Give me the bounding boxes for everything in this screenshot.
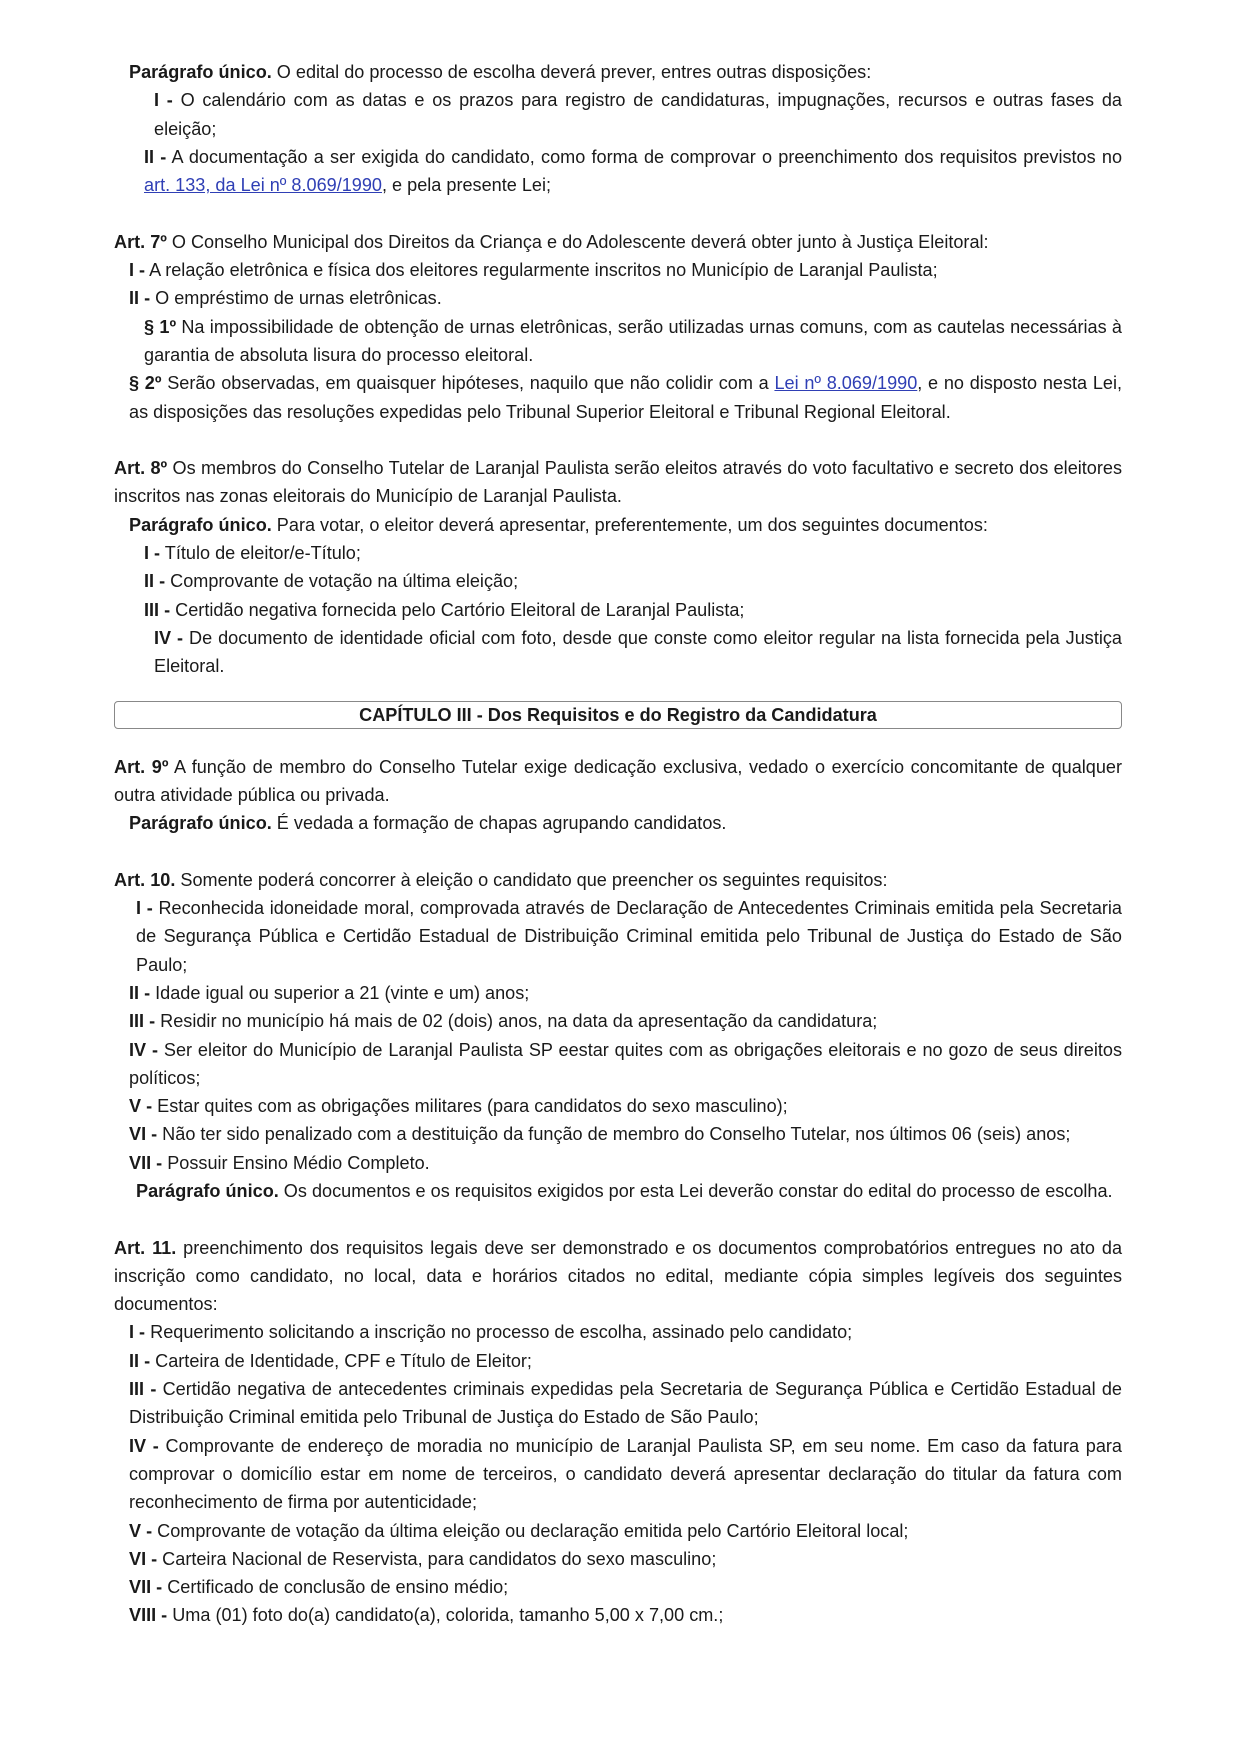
- paragraph-spacer: [114, 837, 1122, 865]
- clause-label: V -: [129, 1096, 153, 1117]
- clause-text: Na impossibilidade de obtenção de urnas eletrônicas, serão utilizadas urnas comuns, com as cautelas necessárias à garantia de absoluta lisura do processo eleitoral.: [144, 316, 1122, 365]
- clause-text: Estar quites com as obrigações militares (para candidatos do sexo masculino);: [152, 1096, 788, 1117]
- paragraph: [114, 86, 1122, 143]
- paragraph: [114, 596, 1122, 624]
- clause-text: Certidão negativa de antecedentes criminais expedidas pela Secretaria de Segurança Pública e Certidão Estadual de Distribuição Criminal emitida pelo Tribunal de Justiça do Estado de São Paulo;: [129, 1379, 1122, 1428]
- chapter-heading: CAPÍTULO III - Dos Requisitos e do Registro da Candidatura: [114, 701, 1122, 729]
- clause-text: Uma (01) foto do(a) candidato(a), colorida, tamanho 5,00 x 7,00 cm.;: [167, 1605, 724, 1626]
- clause-label: Parágrafo único.: [129, 813, 272, 834]
- paragraph: [114, 1234, 1122, 1319]
- clause-label: III -: [129, 1379, 157, 1400]
- clause-text: Não ter sido penalizado com a destituição da função de membro do Conselho Tutelar, nos últimos 06 (seis) anos;: [157, 1124, 1071, 1145]
- clause-label: IV -: [154, 627, 184, 648]
- paragraph: [114, 511, 1122, 539]
- clause-text: Possuir Ensino Médio Completo.: [162, 1152, 430, 1173]
- clause-label: II -: [129, 288, 151, 309]
- clause-text: Idade igual ou superior a 21 (vinte e um) anos;: [150, 982, 530, 1003]
- paragraph: [114, 1177, 1122, 1205]
- clause-label: Art. 10.: [114, 869, 176, 890]
- paragraph: [114, 753, 1122, 810]
- clause-label: III -: [144, 599, 171, 620]
- clause-text: preenchimento dos requisitos legais deve ser demonstrado e os documentos comprobatórios entregues no ato da inscrição como candidato, no local, data e horários citados no edital, mediante cópia simples legíveis dos seguintes documentos:: [114, 1237, 1123, 1315]
- paragraph: [114, 143, 1122, 200]
- paragraph: [114, 567, 1122, 595]
- paragraph: [114, 1517, 1122, 1545]
- clause-label: Parágrafo único.: [136, 1180, 279, 1201]
- clause-label: V -: [129, 1520, 153, 1541]
- clause-label: § 2º: [129, 373, 162, 394]
- clause-label: I -: [144, 543, 161, 564]
- paragraph: [114, 1120, 1122, 1148]
- clause-label: Art. 9º: [114, 756, 169, 777]
- clause-text: Título de eleitor/e-Título;: [160, 543, 361, 564]
- clause-text: Serão observadas, em quaisquer hipóteses, naquilo que não colidir com a: [161, 373, 775, 394]
- paragraph: [114, 1432, 1122, 1517]
- law-reference-link[interactable]: Lei nº 8.069/1990: [774, 373, 918, 394]
- paragraph: [114, 1149, 1122, 1177]
- paragraph-spacer: [114, 1205, 1122, 1233]
- clause-label: VI -: [129, 1548, 158, 1569]
- clause-label: IV -: [129, 1435, 159, 1456]
- paragraph: [114, 1601, 1122, 1629]
- law-reference-link[interactable]: art. 133, da Lei nº 8.069/1990: [144, 175, 382, 196]
- clause-text: Ser eleitor do Município de Laranjal Paulista SP eestar quites com as obrigações eleitorais e no gozo de seus direitos políticos;: [129, 1039, 1122, 1088]
- clause-label: II -: [144, 571, 166, 592]
- clause-text: Somente poderá concorrer à eleição o candidato que preencher os seguintes requisitos:: [175, 869, 888, 890]
- clause-label: III -: [129, 1011, 156, 1032]
- clause-label: I -: [154, 90, 173, 111]
- paragraph: [114, 1347, 1122, 1375]
- paragraph: [114, 539, 1122, 567]
- paragraph: [114, 1036, 1122, 1093]
- paragraph: [114, 1318, 1122, 1346]
- paragraph: [114, 1375, 1122, 1432]
- paragraph: [114, 228, 1122, 256]
- clause-label: I -: [136, 898, 153, 919]
- clause-label: IV -: [129, 1039, 158, 1060]
- clause-label: Art. 7º: [114, 231, 167, 252]
- paragraph: [114, 1545, 1122, 1573]
- clause-label: I -: [129, 260, 146, 281]
- clause-label: Parágrafo único.: [129, 62, 272, 82]
- paragraph: [114, 313, 1122, 370]
- clause-text: Carteira Nacional de Reservista, para candidatos do sexo masculino;: [157, 1548, 717, 1569]
- paragraph: [114, 894, 1122, 979]
- clause-label: VII -: [129, 1152, 163, 1173]
- paragraph-spacer: [114, 426, 1122, 454]
- clause-text: Carteira de Identidade, CPF e Título de Eleitor;: [150, 1350, 532, 1371]
- clause-label: II -: [129, 1350, 151, 1371]
- clause-text: O empréstimo de urnas eletrônicas.: [150, 288, 442, 309]
- clause-text: Comprovante de votação da última eleição ou declaração emitida pelo Cartório Eleitoral local;: [152, 1520, 909, 1541]
- clause-text: Comprovante de endereço de moradia no município de Laranjal Paulista SP, em seu nome. Em caso da fatura para comprovar o domicílio estar em nome de terceiros, o candidato deverá apresentar declaração do titular da fatura com reconhecimento de firma por autenticidade;: [129, 1435, 1122, 1513]
- clause-text: Residir no município há mais de 02 (dois) anos, na data da apresentação da candidatura;: [155, 1011, 878, 1032]
- paragraph: [114, 979, 1122, 1007]
- paragraph-spacer: [114, 199, 1122, 227]
- clause-text-continued: , e no disposto nesta Lei, as disposições das resoluções expedidas pelo Tribunal Superior Eleitoral e Tribunal Regional Eleitoral.: [129, 373, 1122, 422]
- clause-label: VII -: [129, 1577, 163, 1598]
- paragraph: [114, 284, 1122, 312]
- clause-text: A relação eletrônica e física dos eleitores regularmente inscritos no Município de Laranjal Paulista;: [145, 260, 938, 281]
- clause-label: § 1º: [144, 316, 177, 337]
- clause-text: Certificado de conclusão de ensino médio;: [162, 1577, 509, 1598]
- clause-text: Requerimento solicitando a inscrição no processo de escolha, assinado pelo candidato;: [145, 1322, 853, 1343]
- clause-text: O edital do processo de escolha deverá prever, entres outras disposições:: [271, 62, 872, 82]
- paragraph: [114, 624, 1122, 681]
- clause-label: II -: [144, 146, 167, 167]
- paragraph: [114, 454, 1122, 511]
- paragraph: [114, 369, 1122, 426]
- clause-text: A função de membro do Conselho Tutelar exige dedicação exclusiva, vedado o exercício concomitante de qualquer outra atividade pública ou privada.: [114, 756, 1122, 805]
- clause-label: I -: [129, 1322, 146, 1343]
- paragraph: [114, 1092, 1122, 1120]
- clause-text: É vedada a formação de chapas agrupando candidatos.: [271, 813, 727, 834]
- clause-text: A documentação a ser exigida do candidato, como forma de comprovar o preenchimento dos requisitos previstos no: [166, 146, 1123, 167]
- paragraph: [114, 809, 1122, 837]
- paragraph: [114, 1573, 1122, 1601]
- clause-text: O calendário com as datas e os prazos para registro de candidaturas, impugnações, recursos e outras fases da eleição;: [154, 90, 1122, 139]
- clause-text: Certidão negativa fornecida pelo Cartório Eleitoral de Laranjal Paulista;: [170, 599, 745, 620]
- clause-text: Para votar, o eleitor deverá apresentar, preferentemente, um dos seguintes documentos:: [271, 514, 988, 535]
- paragraph: [114, 58, 1122, 86]
- clause-label: VI -: [129, 1124, 158, 1145]
- clause-text: O Conselho Municipal dos Direitos da Criança e do Adolescente deverá obter junto à Justiça Eleitoral:: [166, 231, 989, 252]
- clause-label: Art. 11.: [114, 1237, 177, 1258]
- clause-text: Reconhecida idoneidade moral, comprovada através de Declaração de Antecedentes Criminais emitida pela Secretaria de Segurança Pública e Certidão Estadual de Distribuição Criminal emitida pelo Tribunal de Justiça do Estado de São Paulo;: [136, 898, 1122, 975]
- clause-label: II -: [129, 982, 151, 1003]
- clause-text: De documento de identidade oficial com foto, desde que conste como eleitor regular na lista fornecida pela Justiça Eleitoral.: [154, 627, 1122, 677]
- clause-text: Os membros do Conselho Tutelar de Laranjal Paulista serão eleitos através do voto facultativo e secreto dos eleitores inscritos nas zonas eleitorais do Município de Laranjal Paulista.: [114, 458, 1123, 507]
- paragraph: [114, 256, 1122, 284]
- paragraph: [114, 866, 1122, 894]
- paragraph: [114, 1007, 1122, 1035]
- clause-label: Parágrafo único.: [129, 514, 272, 535]
- clause-label: VIII -: [129, 1605, 168, 1626]
- clause-text-continued: , e pela presente Lei;: [382, 175, 551, 196]
- clause-text: Comprovante de votação na última eleição;: [165, 571, 519, 592]
- document-page: [114, 58, 1122, 1630]
- clause-label: Art. 8º: [114, 458, 168, 479]
- clause-text: Os documentos e os requisitos exigidos por esta Lei deverão constar do edital do processo de escolha.: [278, 1180, 1113, 1201]
